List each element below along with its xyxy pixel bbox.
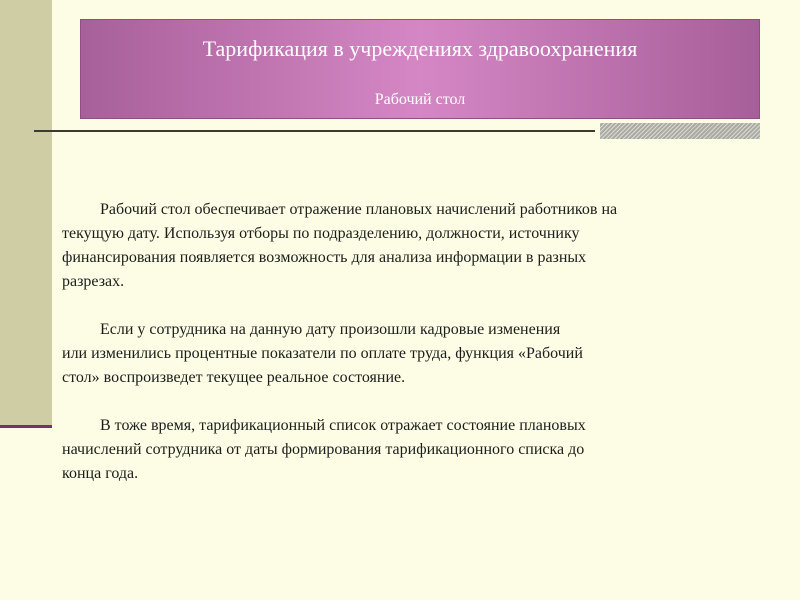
slide-title: Тарификация в учреждениях здравоохранения [202, 36, 638, 61]
slide-body [62, 198, 762, 510]
paragraph-2 [62, 318, 762, 390]
paragraph-3 [62, 414, 762, 486]
divider-pattern-block [600, 123, 760, 139]
paragraph-1-line-2: текущую дату. Используя отборы по подразделению, должности, источнику [62, 225, 580, 242]
paragraph-2-line-2: или изменились процентные показатели по оплате труда, функция «Рабочий [62, 345, 583, 362]
paragraph-1 [62, 198, 762, 294]
paragraph-3-line-3: конца года. [62, 465, 139, 482]
paragraph-3-line-2: начислений сотрудника от даты формирования тарификационного списка до [62, 441, 585, 458]
paragraph-1-line-4: разрезах. [62, 273, 125, 290]
paragraph-2-line-3: стол» воспроизведет текущее реальное состояние. [62, 369, 406, 386]
left-bar-accent-line [0, 425, 52, 428]
paragraph-1-line-1: Рабочий стол обеспечивает отражение плановых начислений работников на [100, 201, 618, 218]
paragraph-3-line-1: В тоже время, тарификационный список отражает состояние плановых [100, 417, 586, 434]
paragraph-2-line-1: Если у сотрудника на данную дату произошли кадровые изменения [100, 321, 561, 338]
slide-subtitle: Рабочий стол [374, 91, 466, 108]
paragraph-1-line-3: финансирования появляется возможность для анализа информации в разных [62, 249, 587, 266]
title-banner [80, 19, 760, 119]
horizontal-divider [34, 130, 595, 132]
left-decorative-bar [0, 0, 52, 425]
